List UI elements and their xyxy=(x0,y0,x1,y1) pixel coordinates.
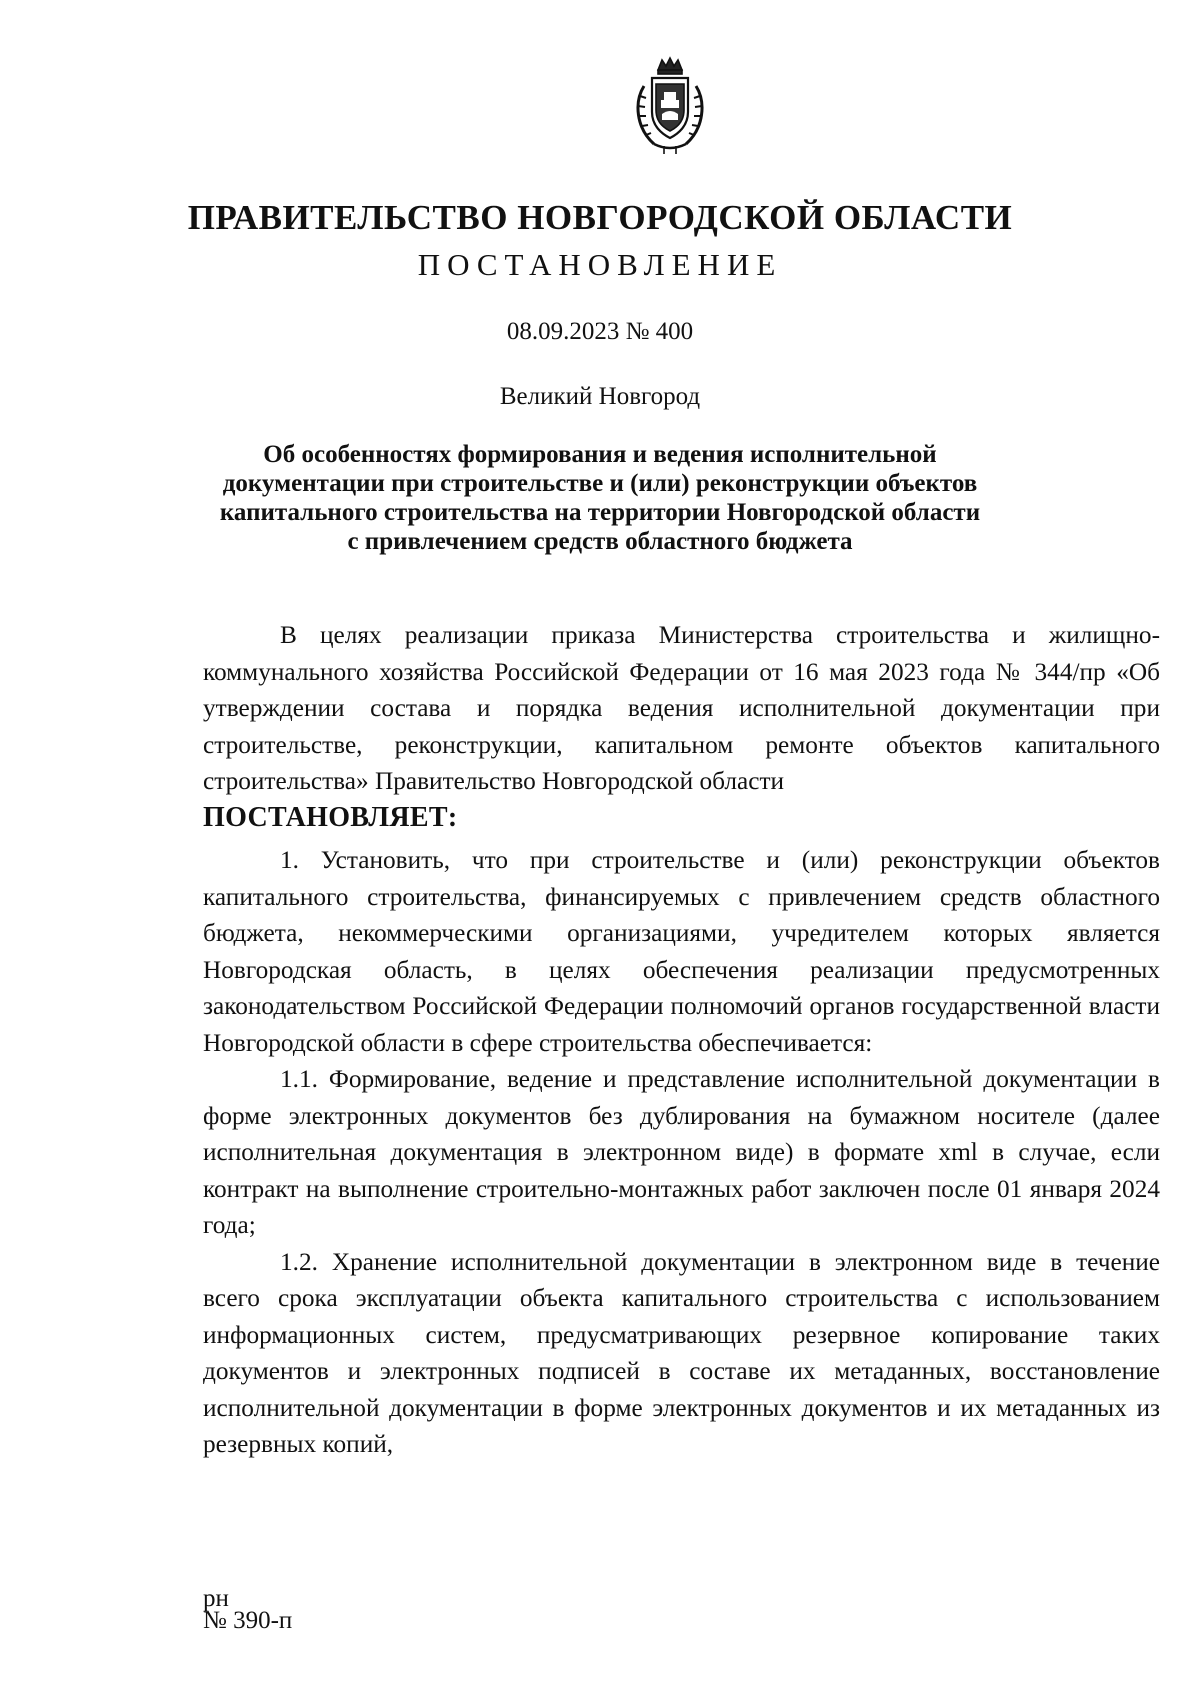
footer-project-number: № 390-п xyxy=(203,1607,293,1634)
subject-line: документации при строительстве и (или) реконструкции объектов xyxy=(222,470,978,497)
subject-line: Об особенностях формирования и ведения исполнительной xyxy=(263,441,937,468)
document-subject xyxy=(200,440,1000,556)
paragraph-1-2: 1.2. Хранение исполнительной документации в электронном виде в течение всего срока эксплуатации объекта капитального строительства с использованием информационных систем, предусматривающих резервное копирование таких документов и электронных подписей в составе их метаданных, восстановление исполнительной документации в форме электронных документов и их метаданных из резервных копий, xyxy=(203,1247,1160,1458)
footer-reference xyxy=(203,1585,293,1634)
paragraph-1-1: 1.1. Формирование, ведение и представление исполнительной документации в форме электронных документов без дублирования на бумажном носителе (далее исполнительная документация в электронном виде) в формате xml в случае, если контракт на выполнение строительно-монтажных работ заключен после 01 января 2024 года; xyxy=(203,1065,1160,1239)
document-place: Великий Новгород xyxy=(499,383,701,410)
coat-of-arms-icon xyxy=(628,56,712,156)
subject-line: капитального строительства на территории Новгородской области xyxy=(219,499,981,526)
footer-initials: рн xyxy=(203,1585,229,1612)
document-type: ПОСТАНОВЛЕНИЕ xyxy=(417,247,783,282)
subject-line: с привлечением средств областного бюджета xyxy=(347,528,853,555)
paragraph-1: 1. Установить, что при строительстве и (или) реконструкции объектов капитального строительства, финансируемых с привлечением средств областного бюджета, некоммерческими организациями, учредителем которых является Новгородская область, в целях обеспечения реализации предусмотренных законодательством Российской Федерации полномочий органов государственной власти Новгородской области в сфере строительства обеспечивается: xyxy=(203,846,1160,1057)
document-body xyxy=(203,617,1160,1463)
organization-title: ПРАВИТЕЛЬСТВО НОВГОРОДСКОЙ ОБЛАСТИ xyxy=(187,198,1013,237)
preamble-paragraph: В целях реализации приказа Министерства строительства и жилищно-коммунального хозяйства Российской Федерации от 16 мая 2023 года № 344/пр «Об утверждении состава и порядка ведения исполнительной документации при строительстве, реконструкции, капитальном ремонте объектов капитального строительства» Правительство Новгородской области xyxy=(203,621,1160,795)
decree-word: ПОСТАНОВЛЯЕТ: xyxy=(203,801,458,833)
document-date-number: 08.09.2023 № 400 xyxy=(506,318,694,345)
